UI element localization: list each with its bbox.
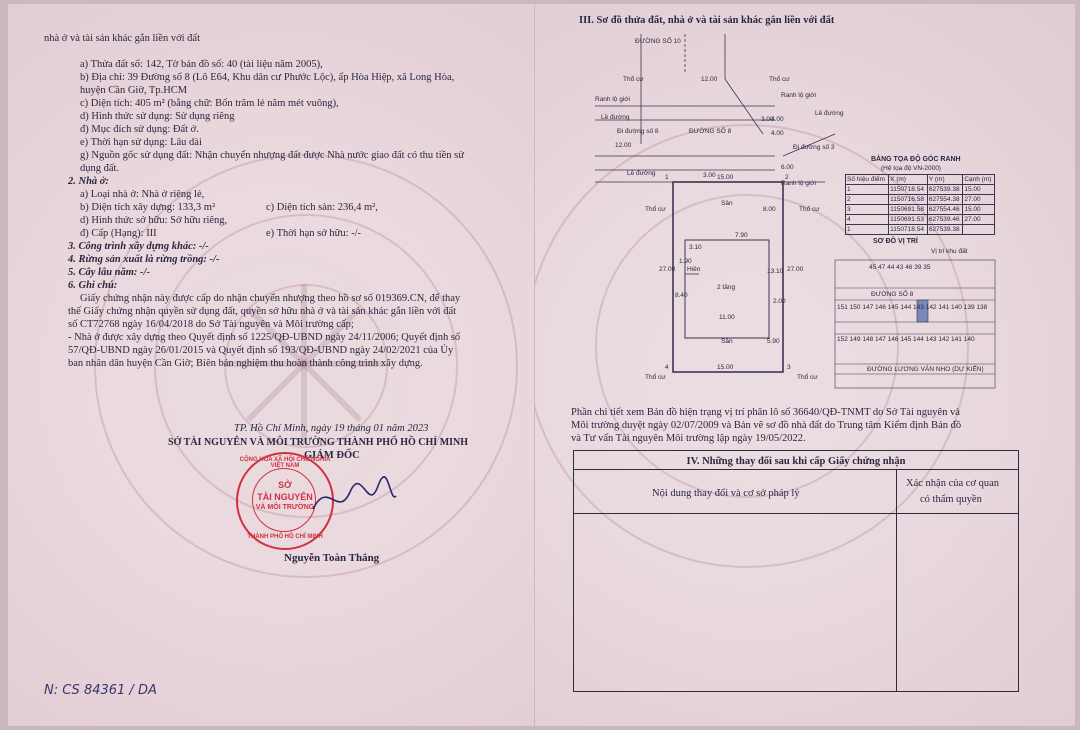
changes-col-confirm-line2: có thẩm quyền (920, 494, 982, 505)
lot-number: 140 (951, 304, 962, 311)
issuing-authority: SỞ TÀI NGUYÊN VÀ MÔI TRƯỜNG THÀNH PHỐ HỒ CHÍ MINH (168, 437, 469, 448)
location-legend: Vị trí khu đất (931, 248, 968, 255)
ownership-form: d) Hình thức sở hữu: Sở hữu riêng, (80, 215, 228, 226)
table-cell: 627539.46 (927, 215, 962, 225)
lot-number: 149 (849, 336, 861, 343)
table-cell: 1 (846, 225, 889, 235)
changes-table (573, 450, 1019, 692)
signer-name: Nguyễn Toàn Thắng (284, 552, 380, 564)
note-line-5: 57/QĐ-UBND ngày 26/01/2015 và Quyết định số 193/QĐ-UBND ngày 24/02/2021 của Ủy (68, 345, 454, 356)
lot-number: 139 (963, 304, 975, 311)
location-lot-numbers-top (869, 264, 931, 271)
changes-header-divider (574, 513, 1018, 514)
perennial-trees: 5. Cây lâu năm: -/- (68, 267, 150, 278)
lot-number: 44 (887, 264, 895, 271)
dim-2: 2.00 (773, 298, 786, 305)
lot-number: 45 (869, 264, 877, 271)
lot-number: 150 (849, 304, 861, 311)
lot-number: 47 (878, 264, 886, 271)
table-row (846, 215, 995, 225)
signature-icon (308, 474, 398, 524)
land-area: c) Diện tích: 405 m² (bằng chữ: Bốn trăm lẻ năm mét vuông), (80, 98, 339, 109)
porch-label: Hiên (687, 266, 701, 273)
table-cell: 1150691.58 (889, 205, 928, 215)
two-floor-label: 2 tầng (717, 284, 736, 291)
dim-11: 11.00 (719, 314, 735, 321)
lot-number: 138 (976, 304, 988, 311)
parcel-number-line (80, 58, 323, 71)
other-construction: 3. Công trình xây dựng khác: -/- (68, 241, 209, 252)
dim-27-left: 27.00 (659, 266, 676, 273)
coord-table-title: BẢNG TỌA ĐỘ GÓC RANH (871, 156, 961, 163)
lot-number: 145 (887, 304, 899, 311)
house-grade: đ) Cấp (Hạng): III (80, 228, 157, 239)
tho-cu-label-6: Thổ cư (797, 374, 818, 381)
dim-15-bottom: 15.00 (717, 364, 734, 371)
note-line-1: Giấy chứng nhận này được cấp do nhận chuyển nhượng theo hồ sơ số 019369.CN, để thay (80, 293, 461, 304)
table-cell: 3 (846, 205, 889, 215)
production-forest: 4. Rừng sản xuất là rừng trồng: -/- (68, 254, 220, 265)
usage-form: d) Hình thức sử dụng: Sử dụng riêng (80, 111, 235, 122)
table-row (846, 225, 995, 235)
changes-column-divider (896, 469, 897, 691)
lot-number: 151 (837, 304, 848, 311)
lot-number: 146 (887, 336, 899, 343)
dim-7-9: 7.90 (735, 232, 748, 239)
dim-8: 8.00 (763, 206, 776, 213)
road-8-side-label: Đi đường số 8 (617, 128, 659, 135)
lot-number: 143 (913, 304, 924, 311)
curb-label-3: Lề đường (627, 170, 656, 177)
table-cell: 1 (846, 185, 889, 195)
table-cell: 27.00 (963, 195, 995, 205)
lot-number: 148 (862, 336, 874, 343)
left-header: nhà ở và tài sản khác gắn liền với đất (44, 33, 201, 44)
ownership-term: e) Thời hạn sở hữu: -/- (266, 228, 362, 239)
lot-number: 143 (925, 336, 937, 343)
lot-number: 46 (905, 264, 913, 271)
dim-6: 6.00 (781, 164, 794, 171)
road-10-label: ĐƯỜNG SỐ 10 (635, 38, 681, 45)
table-cell: 4 (846, 215, 889, 225)
tho-cu-label-5: Thổ cư (645, 374, 666, 381)
sketch-section-title: III. Sơ đồ thửa đất, nhà ở và tài sản khác gắn liền với đất (579, 15, 835, 26)
floor-area: c) Diện tích sàn: 236,4 m², (266, 202, 378, 213)
lot-number: 147 (862, 304, 874, 311)
dim-4-b: 4.00 (771, 130, 784, 137)
location-lot-numbers-mid (837, 304, 987, 311)
dim-1-9: 1.90 (679, 258, 692, 265)
corner-2: 2 (785, 174, 789, 181)
lot-number: 35 (923, 264, 931, 271)
dim-3-a: 3.00 (761, 116, 774, 123)
lot-number: 152 (837, 336, 848, 343)
changes-title-row (574, 451, 1018, 470)
lot-number: 141 (938, 304, 950, 311)
changes-col-content: Nội dung thay đổi và cơ sở pháp lý (652, 488, 800, 499)
table-header-row (846, 175, 995, 185)
tho-cu-label-2: Thổ cư (769, 76, 790, 83)
note-line-2: thế Giấy chứng nhận quyền sử dụng đất, quyền sở hữu nhà ở và tài sản khác gắn liền với đất (68, 306, 457, 317)
note-line-4: - Nhà ở được xây dựng theo Quyết định số 1225/QĐ-UBND ngày 24/11/2006; Quyết định số (68, 332, 461, 343)
parcel-number-label: a) Thửa đất số: (80, 59, 143, 70)
seal-text-3: VÀ MÔI TRƯỜNG (255, 504, 315, 511)
house-type: a) Loại nhà ở: Nhà ở riêng lẻ, (80, 189, 205, 200)
reference-note-line-2: Môi trường duyệt ngày 02/07/2009 và Bản vẽ sơ đồ nhà đất do Trung tâm Kiểm định Bản đồ (571, 420, 962, 431)
lot-boundary-label-2: Ranh lộ giới (781, 92, 816, 99)
house-section-title: 2. Nhà ở: (68, 176, 109, 187)
address-line2: huyện Cần Giờ, Tp.HCM (80, 85, 188, 96)
lot-number: 144 (913, 336, 924, 343)
dim-5-9: 5.90 (767, 338, 780, 345)
curb-label-1: Lề đường (601, 114, 630, 121)
note-line-3: số CT72768 ngày 16/04/2018 do Sở Tài nguyên và Môi trường cấp; (68, 319, 354, 330)
seal-bottom-text: THÀNH PHỐ HỒ CHÍ MINH (247, 534, 323, 540)
table-cell: 27.00 (963, 215, 995, 225)
tho-cu-label-4: Thổ cư (799, 206, 820, 213)
parcel-number: 142 (145, 59, 162, 70)
table-cell: 15.00 (963, 205, 995, 215)
address-line1: b) Địa chỉ: 39 Đường số 8 (Lô E64, Khu dân cư Phước Lộc), ấp Hòa Hiệp, xã Long Hòa, (80, 72, 455, 83)
table-cell (963, 225, 995, 235)
dim-27-right: 27.00 (787, 266, 804, 273)
changes-col-confirm-line1: Xác nhận của cơ quan (906, 478, 1000, 489)
dim-8-4: 8.40 (675, 292, 688, 299)
road-8-label: ĐƯỜNG SỐ 8 (689, 128, 732, 135)
table-row (846, 195, 995, 205)
dim-3-1: 3.10 (689, 244, 702, 251)
map-sheet: , Tờ bản đồ số: 40 (tài liệu năm 2005), (161, 59, 323, 70)
location-title: SƠ ĐỒ VỊ TRÍ (873, 238, 918, 245)
note-line-6: ban nhân dân huyện Cần Giờ; Biên bản nghiệm thu hoàn thành công trình xây dựng. (68, 358, 423, 369)
land-origin-line2: dụng đất. (80, 163, 120, 174)
lot-number: 142 (938, 336, 950, 343)
dim-13-1: 13.10 (767, 268, 784, 275)
corner-4: 4 (665, 364, 669, 371)
yard-label-front: Sân (721, 200, 733, 207)
lot-boundary-label-1: Ranh lộ giới (595, 96, 630, 103)
corner-3: 3 (787, 364, 791, 371)
dim-15-top: 15.00 (717, 174, 734, 181)
reference-note-line-3: và Tư vấn Tài nguyên Môi trường lập ngày 19/05/2022. (571, 433, 806, 444)
table-row (846, 185, 995, 195)
table-cell: 15.00 (963, 185, 995, 195)
changes-title: IV. Những thay đổi sau khi cấp Giấy chứng nhận (686, 456, 906, 467)
tho-cu-label-3: Thổ cư (645, 206, 666, 213)
dim-12-top: 12.00 (701, 76, 718, 83)
handwritten-serial: N: CS 84361 / DA (44, 683, 157, 698)
table-header: X (m) (889, 175, 928, 185)
coordinate-table (845, 174, 995, 235)
lot-number: 141 (951, 336, 962, 343)
notes-title: 6. Ghi chú: (68, 280, 118, 291)
reference-note-line-1: Phần chi tiết xem Bản đồ hiện trạng vị trí phân lô số 36640/QĐ-TNMT do Sở Tài nguyên và (571, 407, 960, 418)
lot-number: 144 (900, 304, 912, 311)
construction-area: b) Diện tích xây dựng: 133,3 m² (80, 202, 216, 213)
lot-number: 145 (900, 336, 912, 343)
table-cell: 627539.38 (927, 225, 962, 235)
lot-number: 142 (925, 304, 937, 311)
seal-text-1: SỞ (278, 480, 292, 490)
dim-12-left: 12.00 (615, 142, 632, 149)
corner-1: 1 (665, 174, 669, 181)
location-road-8: ĐƯỜNG SỐ 8 (871, 291, 914, 298)
lot-number: 146 (875, 304, 886, 311)
coord-table-subtitle: (Hệ tọa độ VN-2000) (881, 165, 941, 172)
dim-4-a: 4.00 (771, 116, 784, 123)
certificate-sheet (8, 4, 1074, 726)
table-header: Cạnh (m) (963, 175, 995, 185)
tho-cu-label-1: Thổ cư (623, 76, 644, 83)
table-cell: 1150718.54 (889, 185, 928, 195)
road-3-label: Đi đường số 3 (793, 144, 835, 151)
table-cell: 627554.46 (927, 205, 962, 215)
table-row (846, 205, 995, 215)
yard-label-back: Sân (721, 338, 733, 345)
right-page (534, 4, 1075, 726)
table-cell: 1150718.54 (889, 225, 928, 235)
lot-number: 140 (963, 336, 975, 343)
dim-3-b: 3.00 (703, 172, 716, 179)
land-origin-line1: g) Nguồn gốc sử dụng đất: Nhận chuyển nhượng đất được Nhà nước giao đất có thu tiền sử (80, 150, 464, 161)
left-page (8, 4, 534, 726)
signer-role: GIÁM ĐỐC (304, 450, 360, 461)
lot-number: 147 (875, 336, 886, 343)
issue-date: TP. Hồ Chí Minh, ngày 19 tháng 01 năm 2023 (234, 423, 429, 434)
table-header: Y (m) (927, 175, 962, 185)
lot-number: 39 (914, 264, 922, 271)
table-cell: 627554.38 (927, 195, 962, 205)
curb-label-2: Lề đường (815, 110, 844, 117)
lot-number: 43 (896, 264, 904, 271)
usage-purpose: đ) Mục đích sử dụng: Đất ở. (80, 124, 199, 135)
seal-text-2: TÀI NGUYÊN (257, 492, 313, 502)
usage-term: e) Thời hạn sử dụng: Lâu dài (80, 137, 202, 148)
seal-top-text: CỘNG HÒA XÃ HỘI CHỦ NGHĨA VIỆT NAM (239, 457, 331, 469)
table-header: Số hiệu điểm (846, 175, 889, 185)
table-cell: 1150716.58 (889, 195, 928, 205)
location-lot-numbers-low (837, 336, 975, 343)
table-cell: 627539.38 (927, 185, 962, 195)
lot-boundary-label-3: Ranh lộ giới (781, 180, 816, 187)
location-road-bottom: ĐƯỜNG LƯƠNG VĂN NHO (DỰ KIẾN) (867, 366, 984, 373)
table-cell: 1150691.53 (889, 215, 928, 225)
table-cell: 2 (846, 195, 889, 205)
